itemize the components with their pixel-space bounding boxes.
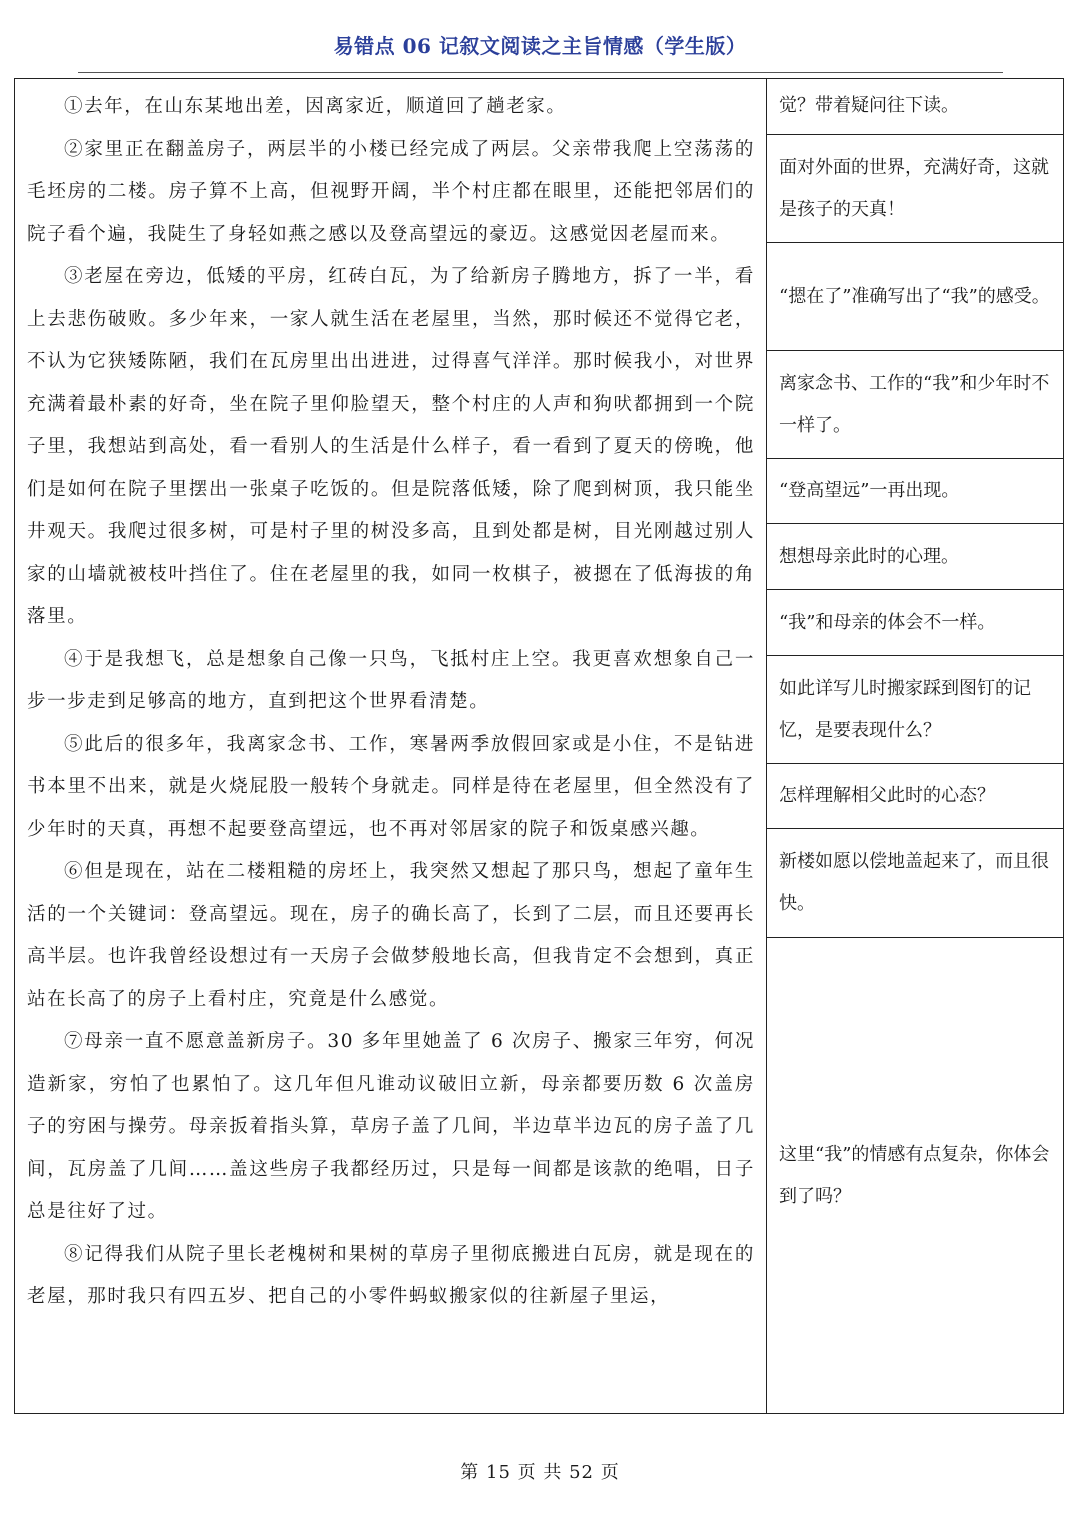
note-7: “我”和母亲的体会不一样。: [767, 590, 1063, 656]
page-title: 易错点 06 记叙文阅读之主旨情感（学生版）: [333, 34, 747, 58]
paragraph-6: ⑥但是现在，站在二楼粗糙的房坯上，我突然又想起了那只鸟，想起了童年生活的一个关键词：登高望远。现在，房子的确长高了，长到了二层，而且还要再长高半层。也许我曾经设想过有一天房子会做梦般地长高，但我肯定不会想到，真正站在长高了的房子上看村庄，究竟是什么感觉。: [27, 861, 755, 1010]
paragraph-8: ⑧记得我们从院子里长老槐树和果树的草房子里彻底搬进白瓦房，就是现在的老屋，那时我只有四五岁、把自己的小零件蚂蚁搬家似的往新屋子里运，: [27, 1243, 755, 1307]
paragraph-3: ③老屋在旁边，低矮的平房，红砖白瓦，为了给新房子腾地方，拆了一半，看上去悲伤破败。多少年来，一家人就生活在老屋里，当然，那时候还不觉得它老，不认为它狭矮陈陋，我们在瓦房里出出进进，过得喜气洋洋。那时候我小，对世界充满着最朴素的好奇，坐在院子里仰脸望天，整个村庄的人声和狗吠都拥到一个院子里，我想站到高处，看一看别人的生活是什么样子，看一看到了夏天的傍晚，他们是如何在院子里摆出一张桌子吃饭的。但是院落低矮，除了爬到树顶，我只能坐井观天。我爬过很多树，可是村子里的树没多高，且到处都是树，目光刚越过别人家的山墙就被枝叶挡住了。住在老屋里的我，如同一枚棋子，被摁在了低海拔的角落里。: [27, 266, 755, 627]
note-11: 这里“我”的情感有点复杂，你体会到了吗？: [779, 1144, 1050, 1207]
note-2: 面对外面的世界，充满好奇，这就是孩子的天真！: [767, 135, 1063, 243]
note-8: 如此详写儿时搬家踩到图钉的记忆，是要表现什么？: [767, 656, 1063, 764]
passage-column: [27, 86, 755, 1319]
paragraph-1: ①去年，在山东某地出差，因离家近，顺道回了趟老家。: [64, 96, 567, 117]
note-10: 新楼如愿以偿地盖起来了，而且很快。: [767, 829, 1063, 938]
note-1: 觉？带着疑问往下读。: [767, 78, 1063, 135]
note-5: “登高望远”一再出现。: [767, 459, 1063, 524]
note-9: 怎样理解相父此时的心态？: [767, 764, 1063, 829]
paragraph-7: ⑦母亲一直不愿意盖新房子。30 多年里她盖了 6 次房子、搬家三年穷，何况造新家，穷怕了也累怕了。这几年但凡谁动议破旧立新，母亲都要历数 6 次盖房子的穷困与操劳。母亲扳着指头算，草房子盖了几间，半边草半边瓦的房子盖了几间，瓦房盖了几间……盖这些房子我都经历过，只是每一间都是该款的绝唱，日子总是往好了过。: [27, 1031, 755, 1222]
paragraph-2: ②家里正在翻盖房子，两层半的小楼已经完成了两层。父亲带我爬上空荡荡的毛坯房的二楼。房子算不上高，但视野开阔，半个村庄都在眼里，还能把邻居们的院子看个遍，我陡生了身轻如燕之感以及登高望远的豪迈。这感觉因老屋而来。: [27, 138, 755, 245]
note-6: 想想母亲此时的心理。: [767, 524, 1063, 590]
page-number: 第 15 页 共 52 页: [460, 1462, 620, 1483]
header-divider: [78, 72, 1003, 73]
note-4: 离家念书、工作的“我”和少年时不一样了。: [767, 351, 1063, 459]
paragraph-5: ⑤此后的很多年，我离家念书、工作，寒暑两季放假回家或是小住，不是钻进书本里不出来，就是火烧屁股一般转个身就走。同样是待在老屋里，但全然没有了少年时的天真，再想不起要登高望远，也不再对邻居家的院子和饭桌感兴趣。: [27, 733, 755, 840]
paragraph-4: ④于是我想飞，总是想象自己像一只鸟，飞抵村庄上空。我更喜欢想象自己一步一步走到足够高的地方，直到把这个世界看清楚。: [27, 648, 755, 712]
notes-column: [767, 78, 1063, 1414]
note-3: “摁在了”准确写出了“我”的感受。: [767, 243, 1063, 351]
